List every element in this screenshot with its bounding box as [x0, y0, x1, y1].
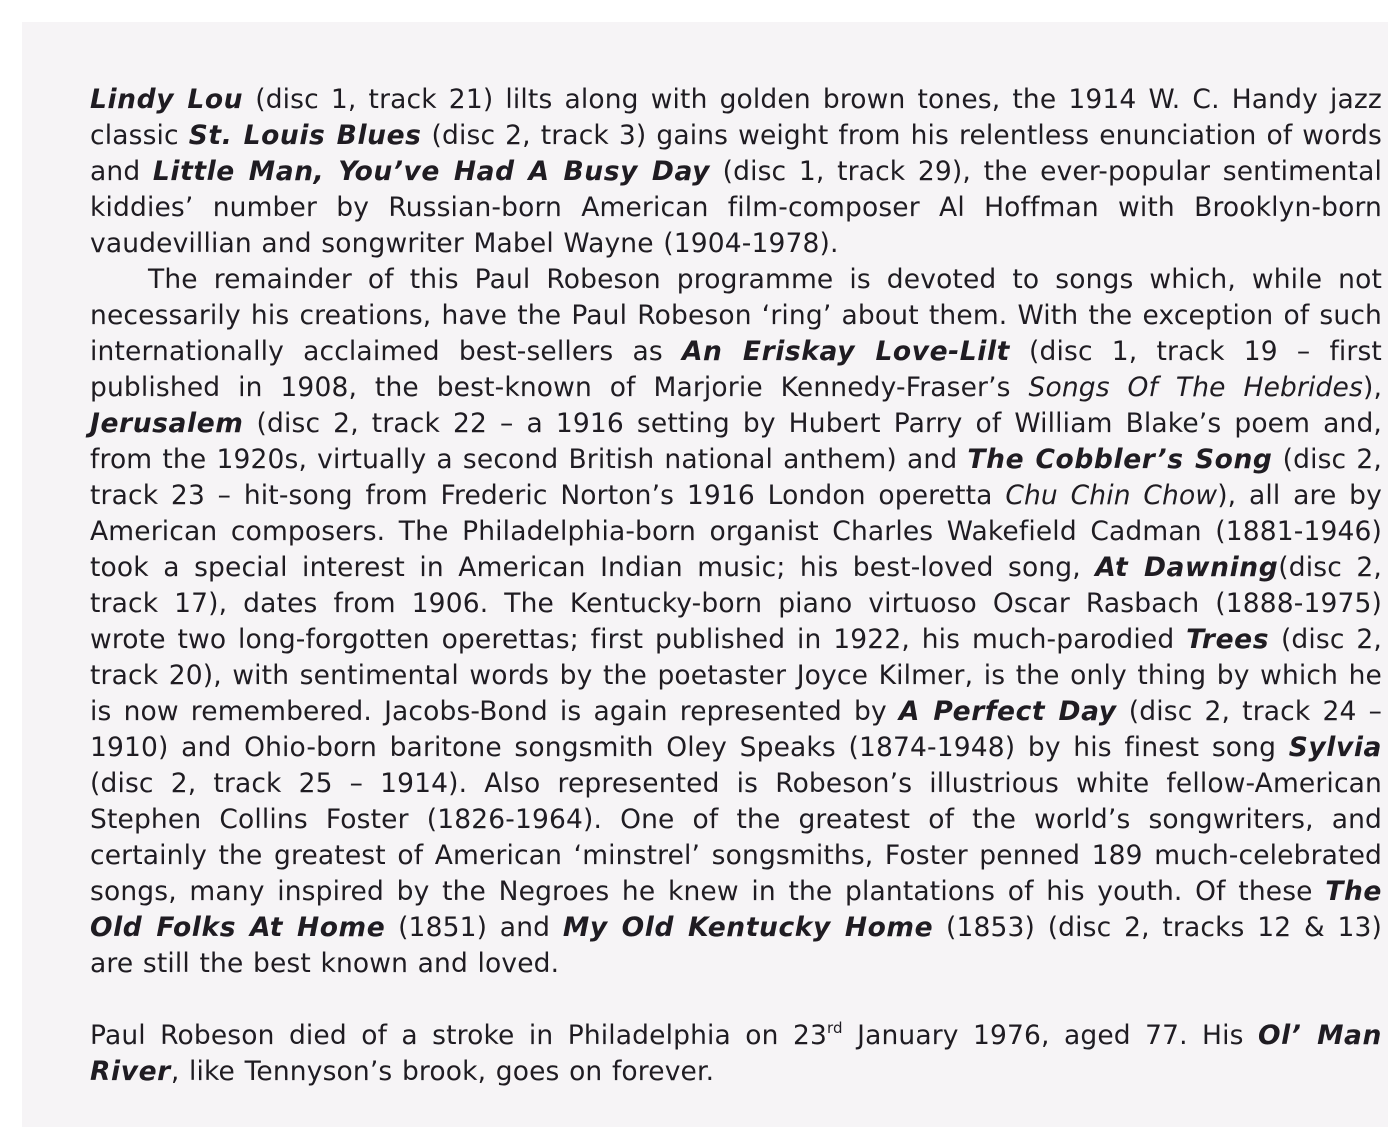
song-title: Lindy Lou	[90, 84, 244, 115]
song-title: Little Man, You’ve Had A Busy Day	[152, 156, 711, 187]
article-body	[90, 82, 1382, 1090]
body-text: (1851) and	[385, 912, 563, 943]
paragraph-songs-intro	[90, 82, 1382, 262]
song-title: The Cobbler’s Song	[967, 444, 1273, 475]
song-title: At Dawning	[1095, 552, 1279, 583]
song-title: Sylvia	[1288, 732, 1382, 763]
body-text: (disc 1, track 29), the ever-popular sentimental kiddies’ number by Russian-born American film-composer Al Hoffman with Brooklyn-born vaudevillian and songwriter Mabel Wayne (1904-1978).	[90, 156, 1382, 259]
body-text: , like Tennyson’s brook, goes on forever.	[170, 1056, 715, 1087]
body-text: (1853) (disc 2, tracks 12 & 13) are still the best known and loved.	[90, 912, 1383, 979]
song-title: An Eriskay Love-Lilt	[681, 336, 1010, 367]
body-text: (disc 2, track 17), dates from 1906. The Kentucky-born piano virtuoso Oscar Rasbach (1888-1975) wrote two long-forgotten operettas; first published in 1922, his much-parodied	[90, 552, 1382, 655]
song-title: Ol’ Man River	[90, 1020, 1382, 1087]
song-title: My Old Kentucky Home	[562, 912, 934, 943]
body-text: (disc 1, track 19 – first published in 1908, the best-known of Marjorie Kennedy-Fraser’s	[90, 336, 1382, 403]
body-text: (disc 2, track 24 – 1910) and Ohio-born baritone songsmith Oley Speaks (1874-1948) by his finest song	[90, 696, 1382, 763]
body-text: Paul Robeson died of a stroke in Philadelphia on 23	[90, 1020, 827, 1051]
body-text: ), all are by American composers. The Philadelphia-born organist Charles Wakefield Cadman (1881-1946) took a special interest in American Indian music; his best-loved song,	[90, 480, 1382, 583]
work-title: Chu Chin Chow	[1005, 480, 1218, 511]
song-title: A Perfect Day	[898, 696, 1117, 727]
song-title: The Old Folks At Home	[90, 876, 1382, 943]
paragraph-programme-remainder	[90, 262, 1382, 982]
song-title: Trees	[1186, 624, 1270, 655]
body-text: (disc 2, track 25 – 1914). Also represented is Robeson’s illustrious white fellow-American Stephen Collins Foster (1826-1964). One of the greatest of the world’s songwriters, and certainly the greatest of American ‘minstrel’ songsmiths, Foster penned 189 much-celebrated songs, many inspired by the Negroes he knew in the plantations of his youth. Of these	[90, 768, 1382, 907]
body-text: (disc 1, track 21) lilts along with golden brown tones, the 1914 W. C. Handy jazz classic	[90, 84, 1382, 151]
body-text: January 1976, aged 77. His	[842, 1020, 1258, 1051]
work-title: Songs Of The Hebrides	[1028, 372, 1363, 403]
body-text: The remainder of this Paul Robeson programme is devoted to songs which, while not necessarily his creations, have the Paul Robeson ‘ring’ about them. With the exception of such internationally acclaimed best-sellers as	[90, 264, 1382, 367]
ordinal-suffix: rd	[827, 1019, 843, 1037]
body-text: (disc 2, track 23 – hit-song from Frederic Norton’s 1916 London operetta	[90, 444, 1382, 511]
song-title: St. Louis Blues	[188, 120, 422, 151]
body-text: ),	[1362, 372, 1383, 403]
paragraph-closing	[90, 1018, 1382, 1090]
body-text: (disc 2, track 20), with sentimental words by the poetaster Joyce Kilmer, is the only thing by which he is now remembered. Jacobs-Bond is again represented by	[90, 624, 1382, 727]
song-title: Jerusalem	[90, 408, 244, 439]
scanned-page	[22, 22, 1388, 1127]
body-text: (disc 2, track 3) gains weight from his relentless enunciation of words and	[90, 120, 1382, 187]
body-text: (disc 2, track 22 – a 1916 setting by Hubert Parry of William Blake’s poem and, from the 1920s, virtually a second British national anthem) and	[90, 408, 1382, 475]
